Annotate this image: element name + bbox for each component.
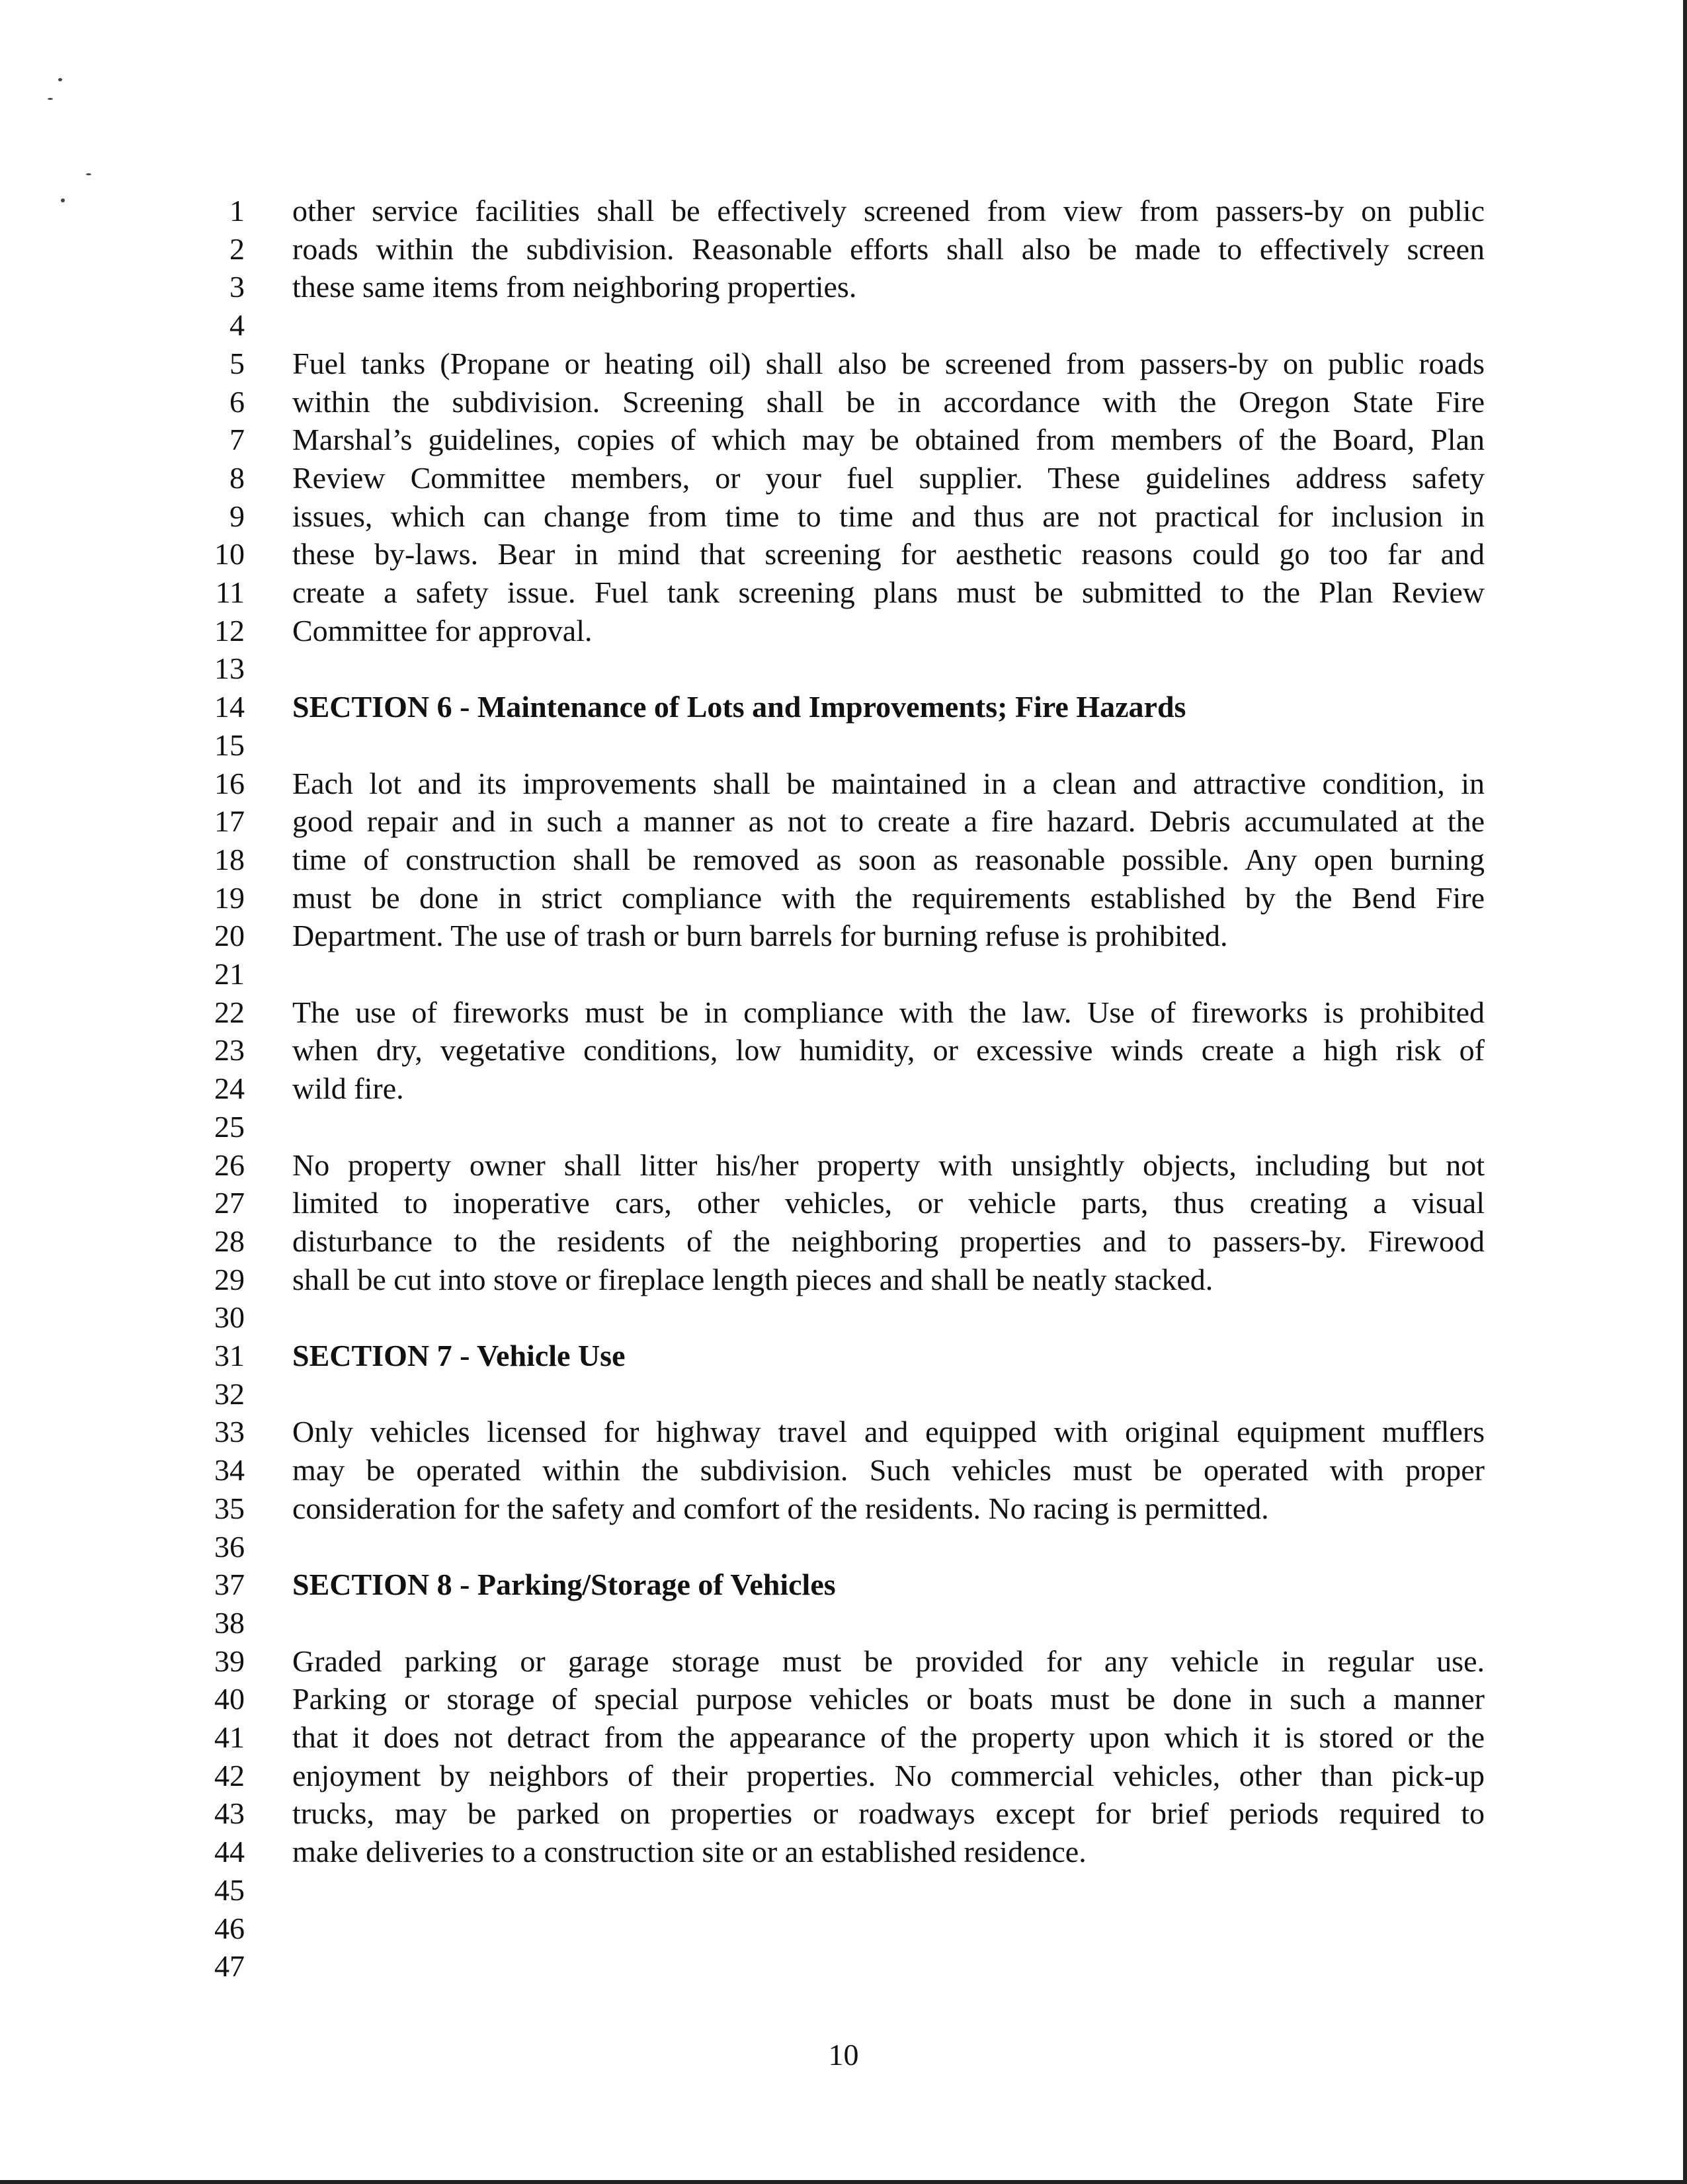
document-line bbox=[0, 573, 1687, 612]
line-number: 37 bbox=[214, 1568, 245, 1602]
page-number: 10 bbox=[828, 2038, 859, 2072]
line-text: may be operated within the subdivision. Such vehicles must be operated with proper bbox=[292, 1453, 1485, 1488]
document-line bbox=[0, 1070, 1687, 1108]
line-text: Fuel tanks (Propane or heating oil) shall also be screened from passers-by on public roads bbox=[292, 346, 1485, 380]
document-line bbox=[0, 1261, 1687, 1299]
line-number: 38 bbox=[214, 1605, 245, 1640]
line-number: 18 bbox=[214, 842, 245, 876]
document-line bbox=[0, 383, 1687, 421]
line-number: 19 bbox=[214, 880, 245, 915]
section-heading: SECTION 7 - Vehicle Use bbox=[292, 1339, 626, 1372]
scan-edge-bottom bbox=[0, 2180, 1687, 2184]
document-line bbox=[0, 1794, 1687, 1833]
document-line bbox=[0, 1871, 1687, 1910]
line-number: 1 bbox=[229, 194, 245, 228]
line-number: 44 bbox=[214, 1835, 245, 1869]
section-heading: SECTION 6 - Maintenance of Lots and Improvements; Fire Hazards bbox=[292, 690, 1186, 724]
line-number: 22 bbox=[214, 995, 245, 1029]
document-line bbox=[0, 1566, 1687, 1604]
line-text: within the subdivision. Screening shall be in accordance with the Oregon State Fire bbox=[292, 384, 1485, 419]
line-number: 16 bbox=[214, 766, 245, 800]
line-number: 11 bbox=[215, 575, 245, 609]
document-line bbox=[0, 1413, 1687, 1451]
line-number: 7 bbox=[229, 423, 245, 457]
line-text: other service facilities shall be effectively screened from view from passers-by on public bbox=[292, 194, 1485, 228]
line-number: 34 bbox=[214, 1453, 245, 1488]
line-text: The use of fireworks must be in compliance with the law. Use of fireworks is prohibited bbox=[292, 995, 1485, 1029]
line-number: 30 bbox=[214, 1300, 245, 1335]
document-line bbox=[0, 230, 1687, 269]
document-line bbox=[0, 765, 1687, 803]
line-text: Each lot and its improvements shall be maintained in a clean and attractive condition, in bbox=[292, 766, 1485, 800]
document-line bbox=[0, 1031, 1687, 1070]
line-text: Committee for approval. bbox=[292, 613, 593, 648]
line-number: 31 bbox=[214, 1339, 245, 1372]
document-line bbox=[0, 1222, 1687, 1261]
line-number: 24 bbox=[214, 1071, 245, 1106]
line-text: issues, which can change from time to time and thus are not practical for inclusion in bbox=[292, 499, 1485, 533]
document-line bbox=[0, 1337, 1687, 1375]
line-number: 9 bbox=[229, 499, 245, 533]
line-text: disturbance to the residents of the neighboring properties and to passers-by. Firewood bbox=[292, 1224, 1485, 1258]
line-number: 46 bbox=[214, 1911, 245, 1945]
line-text: Only vehicles licensed for highway travel and equipped with original equipment mufflers bbox=[292, 1415, 1485, 1449]
line-number: 6 bbox=[229, 384, 245, 419]
document-line bbox=[0, 459, 1687, 497]
scan-edge-right bbox=[1683, 0, 1687, 2184]
line-text: enjoyment by neighbors of their properties. No commercial vehicles, other than pick-up bbox=[292, 1758, 1485, 1792]
document-line bbox=[0, 802, 1687, 841]
line-number: 20 bbox=[214, 919, 245, 953]
line-text: that it does not detract from the appearance of the property upon which it is stored or the bbox=[292, 1720, 1485, 1754]
document-line bbox=[0, 1604, 1687, 1642]
line-text: trucks, may be parked on properties or roadways except for brief periods required to bbox=[292, 1796, 1485, 1831]
line-number: 3 bbox=[229, 270, 245, 304]
document-line bbox=[0, 917, 1687, 955]
line-number: 2 bbox=[229, 231, 245, 266]
line-text: good repair and in such a manner as not to create a fire hazard. Debris accumulated at the bbox=[292, 804, 1485, 839]
line-number: 45 bbox=[214, 1872, 245, 1907]
line-number: 17 bbox=[214, 804, 245, 839]
line-number: 35 bbox=[214, 1491, 245, 1525]
document-line bbox=[0, 535, 1687, 573]
document-line bbox=[0, 1146, 1687, 1185]
document-line bbox=[0, 612, 1687, 650]
document-line bbox=[0, 192, 1687, 230]
document-line bbox=[0, 955, 1687, 993]
line-number: 15 bbox=[214, 728, 245, 762]
line-text: these by-laws. Bear in mind that screening for aesthetic reasons could go too far and bbox=[292, 537, 1485, 571]
document-line bbox=[0, 1680, 1687, 1718]
line-number: 43 bbox=[214, 1796, 245, 1831]
line-number: 14 bbox=[214, 690, 245, 724]
section-heading: SECTION 8 - Parking/Storage of Vehicles bbox=[292, 1568, 836, 1602]
line-number: 5 bbox=[229, 346, 245, 380]
document-line bbox=[0, 421, 1687, 459]
numbered-text-lines bbox=[0, 192, 1687, 1991]
line-number: 47 bbox=[214, 1949, 245, 1984]
line-number: 42 bbox=[214, 1758, 245, 1792]
document-line bbox=[0, 841, 1687, 879]
document-line bbox=[0, 879, 1687, 917]
document-line bbox=[0, 1451, 1687, 1490]
line-text: create a safety issue. Fuel tank screening plans must be submitted to the Plan Review bbox=[292, 575, 1485, 609]
line-text: consideration for the safety and comfort of the residents. No racing is permitted. bbox=[292, 1491, 1269, 1525]
line-number: 29 bbox=[214, 1262, 245, 1296]
line-text: Review Committee members, or your fuel supplier. These guidelines address safety bbox=[292, 460, 1485, 495]
line-text: No property owner shall litter his/her property with unsightly objects, including but not bbox=[292, 1148, 1485, 1182]
line-number: 25 bbox=[214, 1109, 245, 1144]
line-number: 13 bbox=[214, 651, 245, 686]
line-number: 40 bbox=[214, 1682, 245, 1716]
line-number: 23 bbox=[214, 1033, 245, 1068]
line-text: Department. The use of trash or burn barrels for burning refuse is prohibited. bbox=[292, 919, 1228, 953]
line-text: these same items from neighboring properties. bbox=[292, 270, 857, 304]
document-line bbox=[0, 268, 1687, 306]
line-number: 32 bbox=[214, 1376, 245, 1411]
document-line bbox=[0, 1642, 1687, 1681]
line-text: shall be cut into stove or fireplace length pieces and shall be neatly stacked. bbox=[292, 1262, 1214, 1296]
document-line bbox=[0, 993, 1687, 1032]
line-number: 4 bbox=[229, 308, 245, 343]
line-text: must be done in strict compliance with the requirements established by the Bend Fire bbox=[292, 880, 1485, 915]
line-number: 28 bbox=[214, 1224, 245, 1258]
line-text: Parking or storage of special purpose vehicles or boats must be done in such a manner bbox=[292, 1682, 1485, 1716]
document-line bbox=[0, 1298, 1687, 1337]
document-line bbox=[0, 345, 1687, 383]
document-line bbox=[0, 1528, 1687, 1566]
document-line bbox=[0, 497, 1687, 536]
document-line bbox=[0, 688, 1687, 726]
document-line bbox=[0, 1184, 1687, 1222]
line-number: 33 bbox=[214, 1415, 245, 1449]
line-number: 39 bbox=[214, 1644, 245, 1678]
line-text: make deliveries to a construction site or an established residence. bbox=[292, 1835, 1087, 1869]
line-text: roads within the subdivision. Reasonable efforts shall also be made to effectively screen bbox=[292, 231, 1485, 266]
line-number: 26 bbox=[214, 1148, 245, 1182]
line-number: 8 bbox=[229, 460, 245, 495]
line-text: Graded parking or garage storage must be provided for any vehicle in regular use. bbox=[292, 1644, 1485, 1678]
document-line bbox=[0, 1910, 1687, 1948]
document-line bbox=[0, 650, 1687, 688]
document-line bbox=[0, 1718, 1687, 1757]
document-line bbox=[0, 1108, 1687, 1146]
line-number: 36 bbox=[214, 1529, 245, 1564]
line-text: limited to inoperative cars, other vehicles, or vehicle parts, thus creating a visual bbox=[292, 1186, 1485, 1220]
line-number: 21 bbox=[214, 957, 245, 991]
scan-speck bbox=[48, 98, 53, 100]
line-number: 10 bbox=[214, 537, 245, 571]
document-line bbox=[0, 306, 1687, 345]
document-line bbox=[0, 1947, 1687, 1986]
document-line bbox=[0, 1833, 1687, 1871]
line-text: wild fire. bbox=[292, 1071, 404, 1106]
line-text: time of construction shall be removed as soon as reasonable possible. Any open burning bbox=[292, 842, 1485, 876]
scan-speck bbox=[86, 173, 91, 175]
scan-speck bbox=[58, 78, 62, 81]
line-text: Marshal’s guidelines, copies of which may be obtained from members of the Board, Plan bbox=[292, 423, 1485, 457]
line-number: 12 bbox=[214, 613, 245, 648]
line-number: 27 bbox=[214, 1186, 245, 1220]
line-number: 41 bbox=[214, 1720, 245, 1754]
document-line bbox=[0, 1490, 1687, 1528]
document-line bbox=[0, 1375, 1687, 1413]
document-line bbox=[0, 726, 1687, 765]
document-line bbox=[0, 1757, 1687, 1795]
line-text: when dry, vegetative conditions, low humidity, or excessive winds create a high risk of bbox=[292, 1033, 1485, 1068]
